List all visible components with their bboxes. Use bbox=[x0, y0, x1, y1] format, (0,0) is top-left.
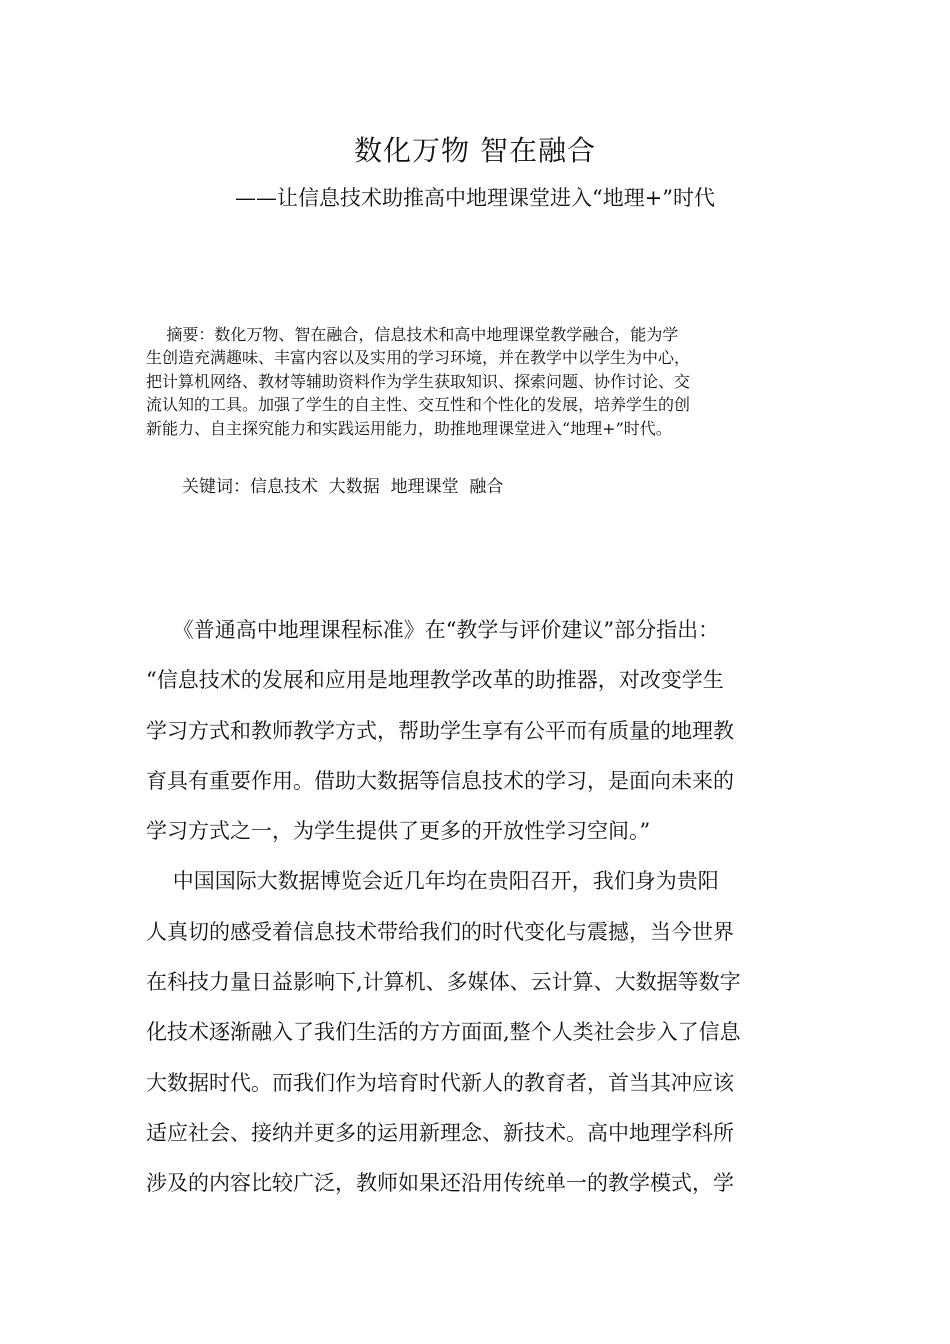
body-line: 大数据时代。而我们作为培育时代新人的教育者，首当其冲应该 bbox=[146, 1070, 734, 1095]
body-line: 中国国际大数据博览会近几年均在贵阳召开，我们身为贵阳 bbox=[146, 869, 719, 894]
body-line: 化技术逐渐融入了我们生活的方方面面,整个人类社会步入了信息 bbox=[146, 1020, 741, 1045]
document-subtitle: ——让信息技术助推高中地理课堂进入“地理+”时代 bbox=[234, 186, 716, 210]
body-line: 学习方式之一，为学生提供了更多的开放性学习空间。” bbox=[146, 819, 651, 844]
body-line: 学习方式和教师教学方式，帮助学生享有公平而有质量的地理教 bbox=[146, 718, 734, 743]
body-line: 涉及的内容比较广泛，教师如果还沿用传统单一的教学模式，学 bbox=[146, 1171, 734, 1196]
body-line: 在科技力量日益影响下,计算机、多媒体、云计算、大数据等数字 bbox=[146, 970, 741, 995]
body-text bbox=[146, 605, 826, 1209]
body-line: 育具有重要作用。借助大数据等信息技术的学习，是面向未来的 bbox=[146, 768, 734, 793]
body-line: “信息技术的发展和应用是地理教学改革的助推器，对改变学生 bbox=[146, 668, 724, 693]
keywords-line: 关键词：信息技术 大数据 地理课堂 融合 bbox=[182, 477, 504, 497]
abstract-line: 流认知的工具。加强了学生的自主性、交互性和个性化的发展，培养学生的创 bbox=[146, 395, 691, 415]
document-title: 数化万物 智在融合 bbox=[354, 134, 596, 167]
abstract-line: 新能力、自主探究能力和实践运用能力，助推地理课堂进入“地理+”时代。 bbox=[146, 418, 672, 438]
abstract-line: 生创造充满趣味、丰富内容以及实用的学习环境，并在教学中以学生为中心， bbox=[146, 348, 691, 368]
abstract-line: 摘要：数化万物、智在融合，信息技术和高中地理课堂教学融合，能为学 bbox=[146, 325, 679, 344]
body-line: 《普通高中地理课程标准》在“教学与评价建议”部分指出： bbox=[146, 618, 720, 642]
body-line: 适应社会、接纳并更多的运用新理念、新技术。高中地理学科所 bbox=[146, 1120, 734, 1145]
abstract-line: 把计算机网络、教材等辅助资料作为学生获取知识、探索问题、协作讨论、交 bbox=[146, 371, 691, 391]
body-line: 人真切的感受着信息技术带给我们的时代变化与震撼，当今世界 bbox=[146, 919, 734, 944]
abstract-paragraph bbox=[146, 323, 810, 440]
